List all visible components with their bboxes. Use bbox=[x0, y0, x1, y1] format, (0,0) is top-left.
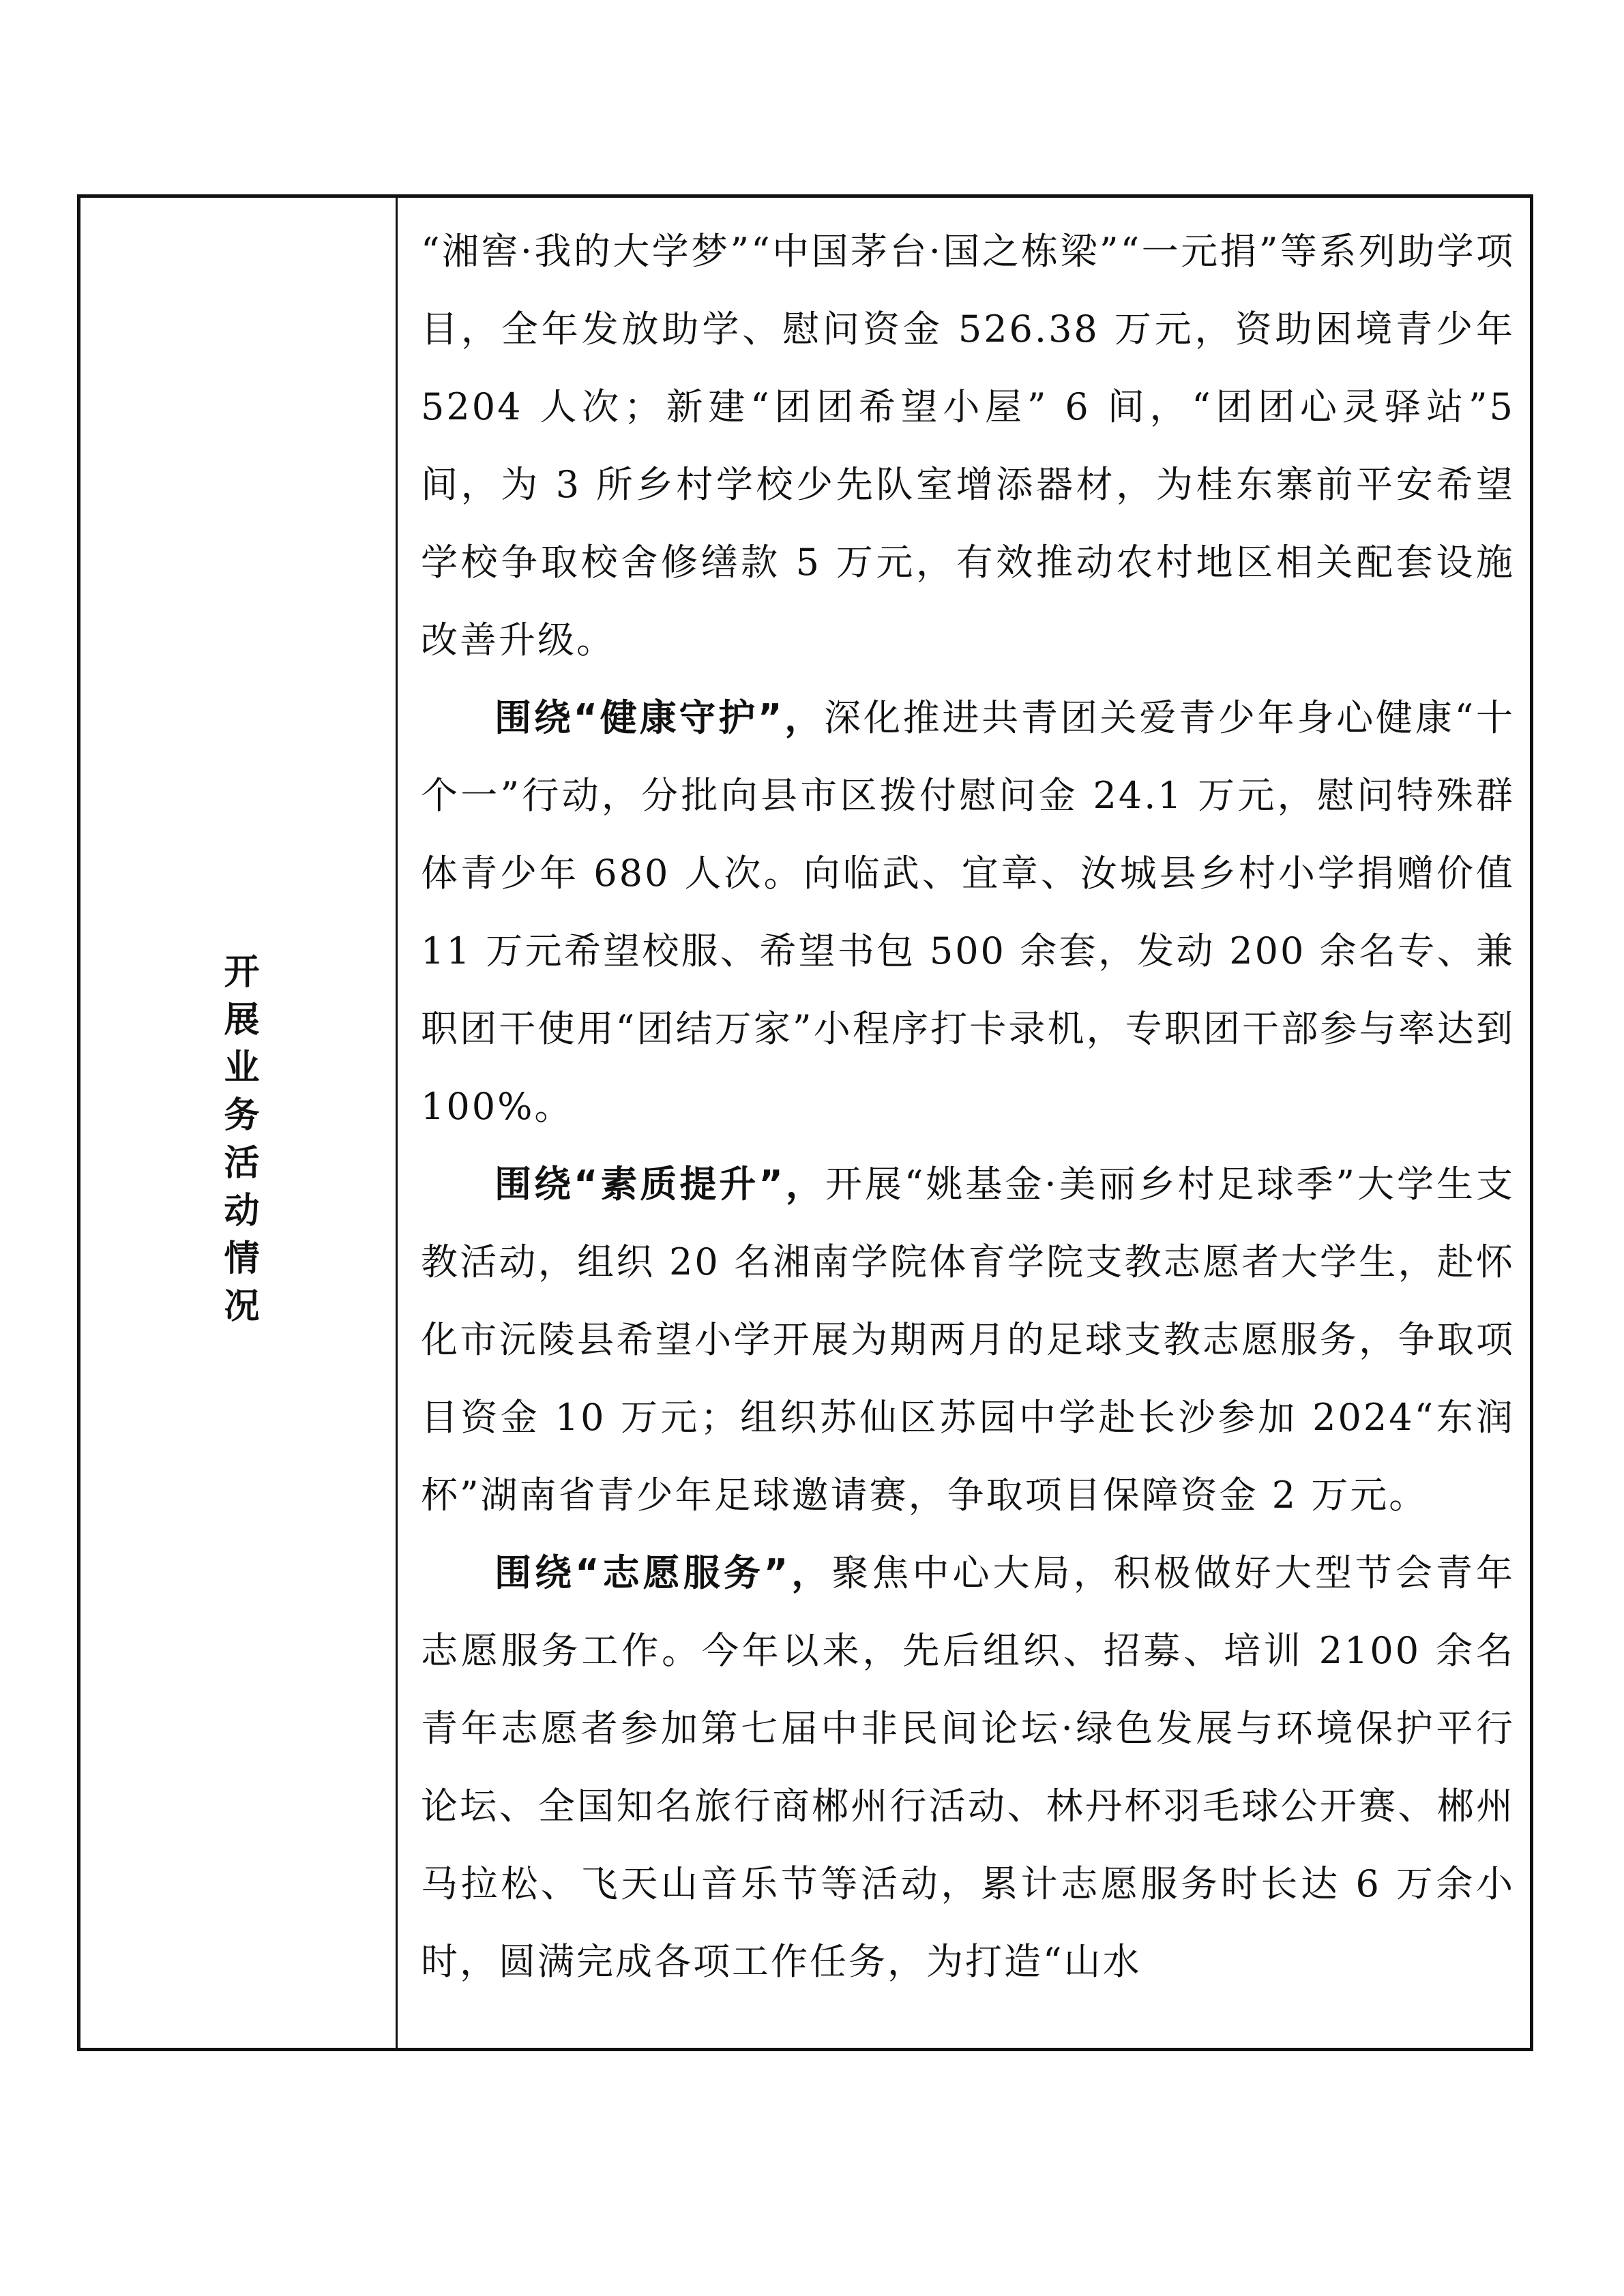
content-cell bbox=[398, 198, 1530, 2048]
paragraph-heading: 围绕“素质提升”， bbox=[494, 1163, 825, 1206]
paragraph-volunteer bbox=[421, 1534, 1515, 2001]
paragraph-text: 深化推进共青团关爱青少年身心健康“十个一”行动，分批向县市区拨付慰问金 24.1 万元，慰问特殊群体青少年 680 人次。向临武、宜章、汝城县乡村小学捐赠价值 11 万元希望校服、希望书包 500 余套，发动 200 余名专、兼职团干使用“团结万家”小程序打卡录机，专职团干部参与率达到 100%。 bbox=[421, 696, 1515, 1128]
paragraph-text: 聚焦中心大局，积极做好大型节会青年志愿服务工作。今年以来，先后组织、招募、培训 2100 余名青年志愿者参加第七届中非民间论坛·绿色发展与环境保护平行论坛、全国知名旅行商郴州行活动、林丹杯羽毛球公开赛、郴州马拉松、飞天山音乐节等活动，累计志愿服务时长达 6 万余小时，圆满完成各项工作任务，为打造“山水 bbox=[421, 1551, 1516, 1983]
paragraph-heading: 围绕“健康守护”， bbox=[494, 696, 825, 739]
paragraph-health bbox=[421, 679, 1515, 1146]
paragraph-heading: 围绕“志愿服务”， bbox=[494, 1551, 832, 1594]
paragraph-text: 开展“姚基金·美丽乡村足球季”大学生支教活动，组织 20 名湘南学院体育学院支教志愿者大学生，赴怀化市沅陵县希望小学开展为期两月的足球支教志愿服务，争取项目资金 10 万元；组织苏仙区苏园中学赴长沙参加 2024“东润杯”湖南省青少年足球邀请赛，争取项目保障资金 2 万元。 bbox=[421, 1163, 1515, 1517]
report-table bbox=[77, 194, 1533, 2051]
paragraph-text: “湘窖·我的大学梦”“中国茅台·国之栋梁”“一元捐”等系列助学项目，全年发放助学、慰问资金 526.38 万元，资助困境青少年 5204 人次；新建“团团希望小屋” 6 间，“团团心灵驿站”5 间，为 3 所乡村学校少先队室增添器材，为桂东寨前平安希望学校争取校舍修缮款 5 万元，有效推动农村地区相关配套设施改善升级。 bbox=[421, 230, 1515, 661]
paragraph-funding bbox=[421, 213, 1515, 679]
row-label: 开展业务活动情况 bbox=[218, 952, 259, 1335]
row-label-cell bbox=[80, 198, 398, 2048]
paragraph-quality bbox=[421, 1146, 1515, 1534]
